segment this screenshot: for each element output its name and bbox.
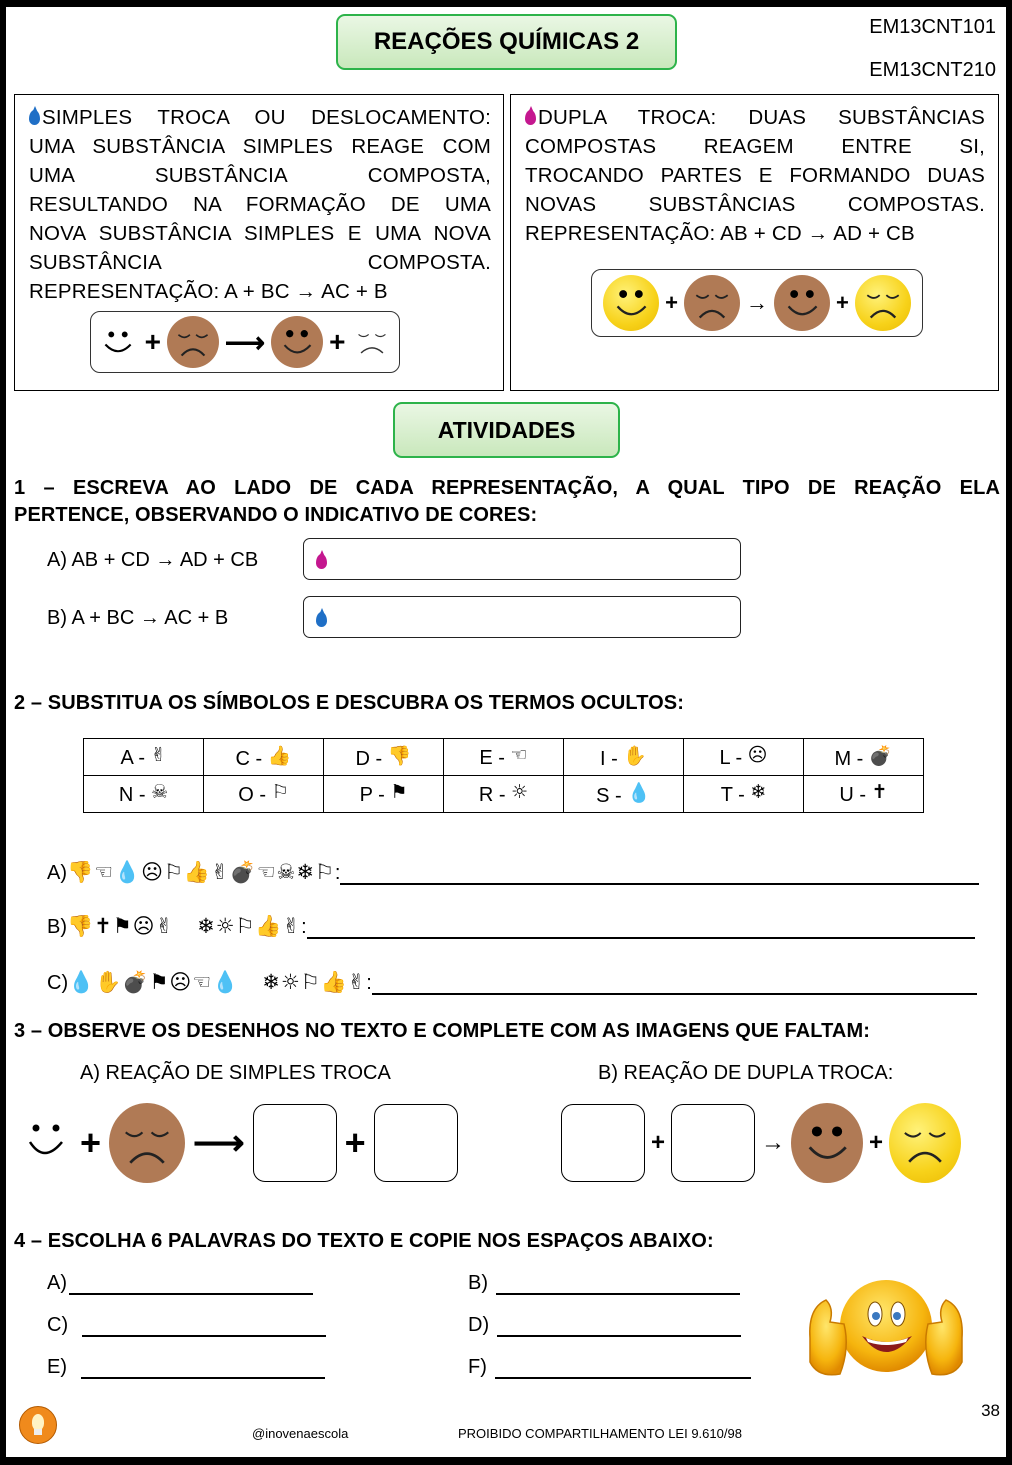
open-hand-icon: ✋: [623, 744, 647, 767]
sad-face-yellow-icon: [889, 1103, 961, 1183]
cipher-cell: D - 👎: [324, 739, 444, 776]
definition-line: TROCANDO PARTES E FORMANDO DUAS: [525, 164, 985, 187]
definition-line: REPRESENTAÇÃO: A + BC → AC + B: [29, 280, 388, 303]
answer-line[interactable]: [307, 915, 975, 939]
footer-handle: @inovenaescola: [252, 1426, 349, 1441]
definition-line: COMPOSTAS REAGEM ENTRE SI,: [525, 135, 985, 158]
plus-sign: +: [651, 1129, 666, 1156]
coded-word-c: [47, 970, 977, 995]
sad-face-brown-icon: [109, 1103, 185, 1183]
sad-face-brown-icon: [684, 275, 740, 331]
footer-copyright-notice: PROIBIDO COMPARTILHAMENTO LEI 9.610/98: [458, 1426, 742, 1441]
q1-item-b-answer[interactable]: [303, 596, 741, 638]
answer-line[interactable]: [496, 1273, 740, 1295]
coded-word-b: [47, 914, 975, 939]
cross-icon: ✝: [871, 781, 888, 803]
skull-crossbones-icon: ☠: [151, 781, 169, 803]
bomb-icon: 💣: [868, 744, 893, 767]
q3-part-b-label: B) REAÇÃO DE DUPLA TROCA:: [598, 1062, 894, 1084]
question-1-prompt: 1 – ESCREVA AO LADO DE CADA REPRESENTAÇÃO, A QUAL TIPO DE REAÇÃO ELA: [14, 477, 1000, 499]
answer-line[interactable]: [340, 861, 979, 885]
cipher-cell: P - ⚑: [324, 776, 444, 813]
arrow-sign: ⟶: [193, 1122, 245, 1163]
cipher-cell: N - ☠: [84, 776, 204, 813]
cipher-cell: T - ❄: [684, 776, 804, 813]
word-blank-e: E): [47, 1356, 325, 1379]
happy-face-brown-icon: [774, 275, 830, 331]
thumbs-up-icon: 👍: [267, 744, 292, 767]
colon: :: [301, 916, 307, 938]
word-blank-b: B): [468, 1272, 740, 1295]
answer-line[interactable]: [495, 1357, 751, 1379]
definition-line: DUPLA TROCA: DUAS SUBSTÂNCIAS: [538, 106, 985, 129]
magenta-droplet-icon: [316, 554, 327, 569]
definition-line: SUBSTÂNCIA COMPOSTA.: [29, 251, 491, 274]
cipher-cell: L - ☹: [684, 739, 804, 776]
happy-face-yellow-icon: [603, 275, 659, 331]
double-exchange-illustration: [591, 269, 923, 337]
q1-item-a-label: A) AB + CD → AD + CB: [47, 549, 259, 571]
plus-sign: +: [869, 1129, 884, 1156]
cipher-cell: I - ✋: [564, 739, 684, 776]
q3-simple-exchange-row: [22, 1103, 458, 1183]
missing-image-box[interactable]: [561, 1104, 645, 1182]
cipher-cell: M - 💣: [804, 739, 924, 776]
plus-sign: +: [144, 326, 161, 357]
word-blank-d: D): [468, 1314, 741, 1337]
coded-symbols: 👎☜💧☹⚐👍✌💣☜☠❄⚐: [67, 860, 335, 884]
pointing-hand-icon: ☜: [510, 744, 528, 766]
sad-face-outline-icon: [351, 321, 393, 363]
missing-image-box[interactable]: [374, 1104, 458, 1182]
plus-sign: +: [80, 1122, 102, 1163]
definition-line: REPRESENTAÇÃO: AB + CD → AD + CB: [525, 222, 915, 245]
cipher-cell: A - ✌: [84, 739, 204, 776]
answer-line[interactable]: [497, 1315, 741, 1337]
missing-image-box[interactable]: [671, 1104, 755, 1182]
happy-face-outline-icon: [97, 321, 139, 363]
word-blank-a: A): [47, 1272, 313, 1295]
q3-part-a-label: A) REAÇÃO DE SIMPLES TROCA: [80, 1062, 391, 1084]
school-logo: [19, 1406, 57, 1444]
magenta-droplet-icon: [525, 110, 536, 125]
code-2: EM13CNT210: [869, 59, 996, 81]
sad-face-yellow-icon: [855, 275, 911, 331]
answer-line[interactable]: [81, 1357, 325, 1379]
word-blank-c: C): [47, 1314, 326, 1337]
cipher-cell: E - ☜: [444, 739, 564, 776]
cipher-row: [84, 776, 924, 813]
definition-line: RESULTANDO NA FORMAÇÃO DE UMA: [29, 193, 491, 216]
simple-exchange-illustration: [90, 311, 400, 373]
cipher-cell: U - ✝: [804, 776, 924, 813]
thumbs-up-emoji-icon: [800, 1278, 972, 1388]
arrow-sign: ⟶: [224, 326, 266, 358]
definition-line: NOVA SUBSTÂNCIA SIMPLES E UMA NOVA: [29, 222, 491, 245]
blue-droplet-icon: [29, 110, 40, 125]
cipher-table: [83, 738, 924, 813]
colon: :: [334, 862, 341, 884]
cipher-cell: C - 👍: [204, 739, 324, 776]
coded-word-a: [47, 860, 979, 885]
question-4-prompt: 4 – ESCOLHA 6 PALAVRAS DO TEXTO E COPIE NOS ESPAÇOS ABAIXO:: [14, 1230, 714, 1252]
q1-item-b-label: B) A + BC → AC + B: [47, 607, 229, 629]
definition-double-box: [510, 94, 999, 391]
thumbs-down-icon: 👎: [387, 744, 412, 767]
droplet-icon: 💧: [627, 781, 651, 804]
page-title: REAÇÕES QUÍMICAS 2: [336, 14, 677, 70]
definition-line: UMA SUBSTÂNCIA COMPOSTA,: [29, 164, 491, 187]
plus-sign: +: [665, 290, 678, 315]
blue-droplet-icon: [316, 612, 327, 627]
happy-face-brown-icon: [271, 316, 323, 368]
snowflake-icon: ❄: [750, 781, 767, 803]
sun-icon: ☼: [511, 781, 529, 803]
missing-image-box[interactable]: [253, 1104, 337, 1182]
cipher-row: [84, 739, 924, 776]
frowning-face-icon: ☹: [747, 744, 768, 766]
happy-face-brown-icon: [791, 1103, 863, 1183]
code-1: EM13CNT101: [869, 16, 996, 38]
pennant-flag-icon: ⚑: [390, 781, 408, 803]
colon: :: [366, 972, 372, 994]
answer-line[interactable]: [82, 1315, 326, 1337]
cipher-cell: S - 💧: [564, 776, 684, 813]
plus-sign: +: [329, 326, 346, 357]
activities-title: ATIVIDADES: [393, 402, 620, 458]
victory-hand-icon: ✌: [150, 744, 167, 766]
q1-item-a-answer[interactable]: [303, 538, 741, 580]
white-flag-icon: ⚐: [271, 781, 289, 803]
happy-face-outline-icon: [22, 1115, 72, 1171]
answer-line[interactable]: [69, 1273, 313, 1295]
definition-line: SIMPLES TROCA OU DESLOCAMENTO:: [42, 106, 491, 129]
definition-line: UMA SUBSTÂNCIA SIMPLES REAGE COM: [29, 135, 491, 158]
coded-word-label: A): [47, 862, 67, 884]
cipher-cell: R - ☼: [444, 776, 564, 813]
answer-line[interactable]: [372, 971, 977, 995]
plus-sign: +: [344, 1122, 366, 1163]
question-2-prompt: 2 – SUBSTITUA OS SÍMBOLOS E DESCUBRA OS TERMOS OCULTOS:: [14, 692, 685, 714]
question-3-prompt: 3 – OBSERVE OS DESENHOS NO TEXTO E COMPLETE COM AS IMAGENS QUE FALTAM:: [14, 1020, 870, 1042]
definition-simple-box: [14, 94, 504, 391]
sad-face-brown-icon: [167, 316, 219, 368]
page-number: 38: [981, 1401, 1000, 1420]
coded-word-label: B): [47, 916, 67, 938]
arrow-sign: →: [746, 290, 768, 315]
question-1-prompt-cont: PERTENCE, OBSERVANDO O INDICATIVO DE CORES:: [14, 504, 538, 526]
plus-sign: +: [836, 290, 849, 315]
arrow-sign: →: [761, 1129, 786, 1156]
word-blank-f: F): [468, 1356, 751, 1379]
cipher-cell: O - ⚐: [204, 776, 324, 813]
coded-symbols: 👎✝⚑☹✌ ❄☼⚐👍✌: [67, 914, 302, 938]
coded-symbols: 💧✋💣⚑☹☜💧 ❄☼⚐👍✌: [68, 970, 367, 994]
q3-double-exchange-row: [561, 1103, 961, 1183]
definition-line: NOVAS SUBSTÂNCIAS COMPOSTAS.: [525, 193, 985, 216]
coded-word-label: C): [47, 972, 69, 994]
